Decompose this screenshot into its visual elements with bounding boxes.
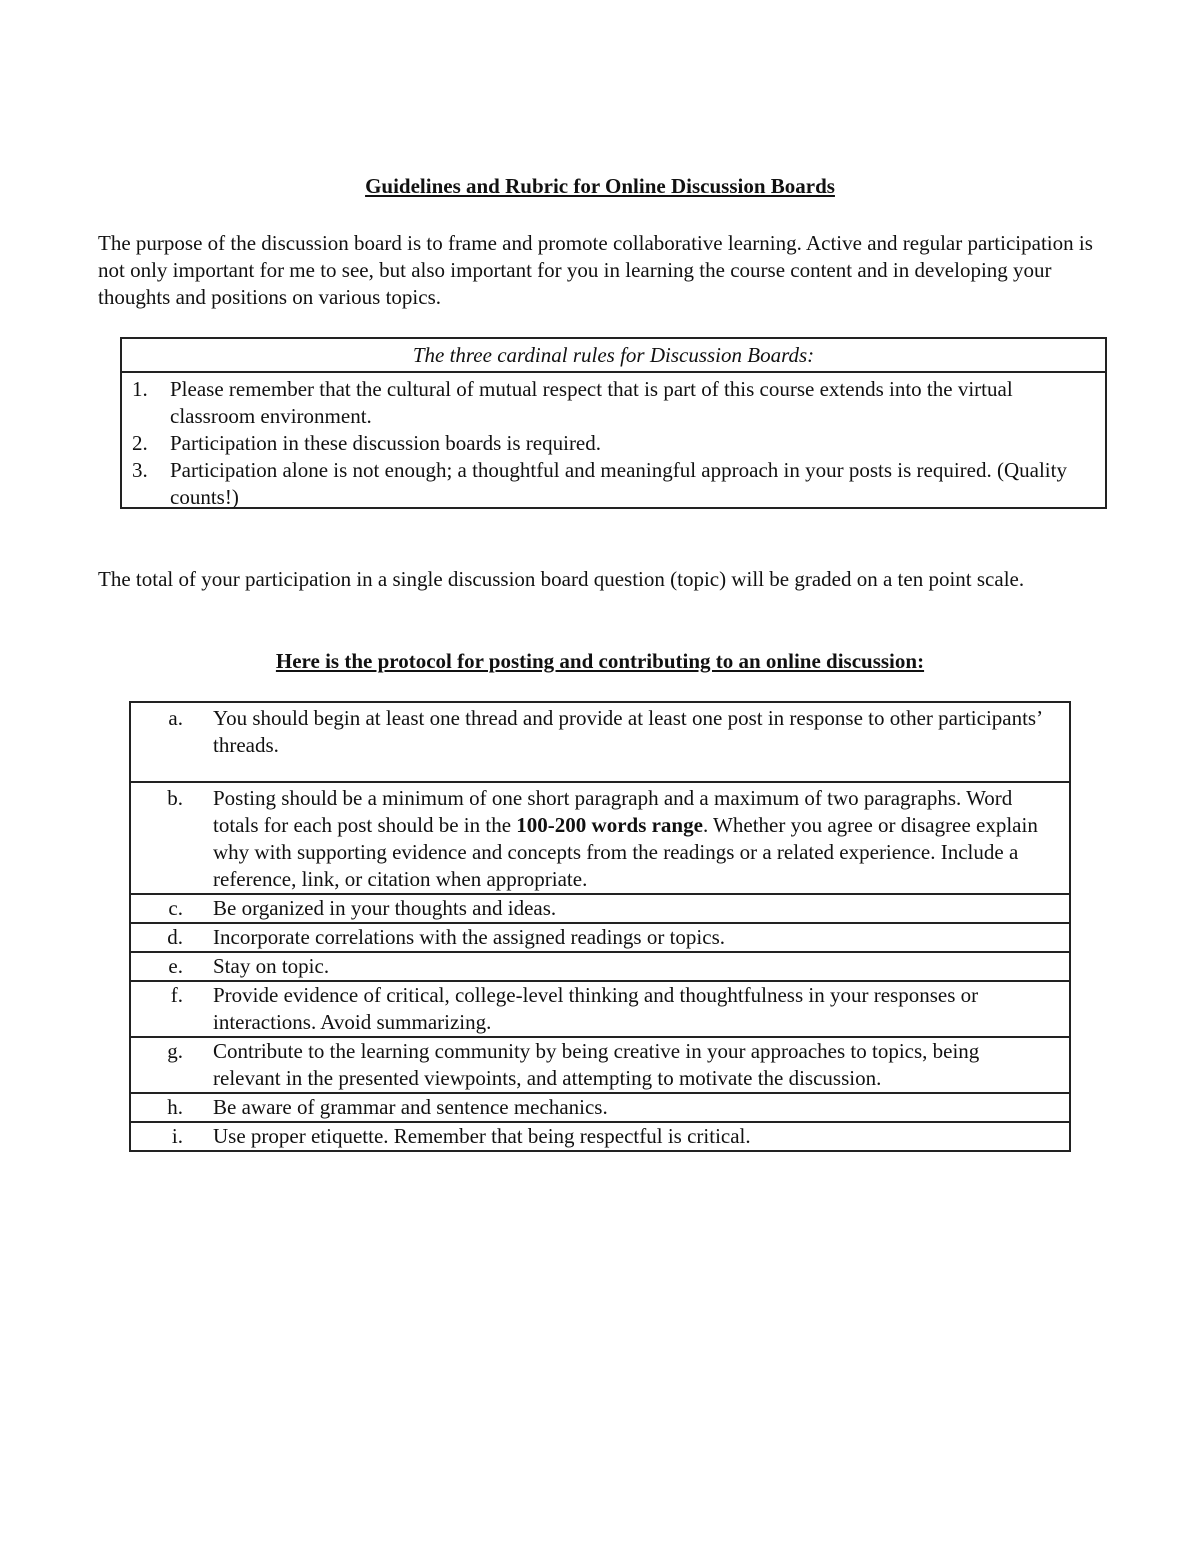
rule-number: 1. xyxy=(132,377,148,401)
protocol-text: Incorporate correlations with the assigned readings or topics. xyxy=(213,923,1070,952)
intro-paragraph: The purpose of the discussion board is to frame and promote collaborative learning. Active and regular participation is not only important for me to see, but also important for you in learning the course content and in developing your thoughts and positions on various topics. xyxy=(98,231,1093,309)
rule-text: Please remember that the cultural of mutual respect that is part of this course extends into the virtual classroom environment. xyxy=(170,377,1013,428)
protocol-row xyxy=(130,952,1070,981)
rule-number: 3. xyxy=(132,458,148,482)
protocol-row xyxy=(130,1093,1070,1122)
protocol-letter: a. xyxy=(168,706,183,730)
rule-text: Participation in these discussion boards is required. xyxy=(170,431,602,455)
cardinal-rules-box xyxy=(120,337,1107,509)
protocol-letter: e. xyxy=(130,952,213,981)
protocol-row xyxy=(130,1122,1070,1151)
rule-item xyxy=(132,430,1095,457)
rule-text: Participation alone is not enough; a thoughtful and meaningful approach in your posts is required. (Quality counts!) xyxy=(170,458,1067,509)
protocol-table xyxy=(129,701,1071,1152)
protocol-letter: h. xyxy=(130,1093,213,1122)
cardinal-rules-list xyxy=(122,373,1105,511)
document-title: Guidelines and Rubric for Online Discussion Boards xyxy=(365,174,835,198)
protocol-text: Stay on topic. xyxy=(213,952,1070,981)
protocol-text: Be aware of grammar and sentence mechanics. xyxy=(213,1093,1070,1122)
protocol-letter: f. xyxy=(130,981,213,1037)
protocol-text: Provide evidence of critical, college-level thinking and thoughtfulness in your responses or interactions. Avoid summarizing. xyxy=(213,981,1070,1037)
word-range-emphasis: 100-200 words range xyxy=(516,813,703,837)
rule-item xyxy=(132,376,1095,430)
cardinal-rules-header: The three cardinal rules for Discussion Boards: xyxy=(122,339,1105,373)
rule-number: 2. xyxy=(132,431,148,455)
protocol-text-part: Posting should be a minimum of one short paragraph and a maximum of two paragraphs. Word totals for each post should be in the xyxy=(213,786,1013,837)
protocol-letter: b. xyxy=(130,782,213,894)
protocol-text: Contribute to the learning community by being creative in your approaches to topics, being relevant in the presented viewpoints, and attempting to motivate the discussion. xyxy=(213,1037,1070,1093)
rule-item xyxy=(132,457,1095,511)
protocol-row xyxy=(130,923,1070,952)
grading-paragraph: The total of your participation in a single discussion board question (topic) will be graded on a ten point scale. xyxy=(98,567,1025,591)
protocol-text-part: . Whether you agree or disagree explain why with supporting evidence and concepts from the readings or a related experience. Include a reference, link, or citation when appropriate. xyxy=(213,813,1038,891)
protocol-text: Use proper etiquette. Remember that being respectful is critical. xyxy=(213,1122,1070,1151)
protocol-heading: Here is the protocol for posting and contributing to an online discussion: xyxy=(275,649,925,673)
protocol-row xyxy=(130,894,1070,923)
protocol-row xyxy=(130,782,1070,894)
protocol-row xyxy=(130,1037,1070,1093)
protocol-letter: d. xyxy=(130,923,213,952)
protocol-text: You should begin at least one thread and provide at least one post in response to other participants’ threads. xyxy=(213,706,1042,757)
protocol-text: Be organized in your thoughts and ideas. xyxy=(213,894,1070,923)
protocol-letter: g. xyxy=(130,1037,213,1093)
protocol-letter: i. xyxy=(130,1122,213,1151)
protocol-letter: c. xyxy=(130,894,213,923)
protocol-row xyxy=(130,981,1070,1037)
protocol-text xyxy=(213,782,1070,894)
protocol-row xyxy=(130,702,1070,782)
